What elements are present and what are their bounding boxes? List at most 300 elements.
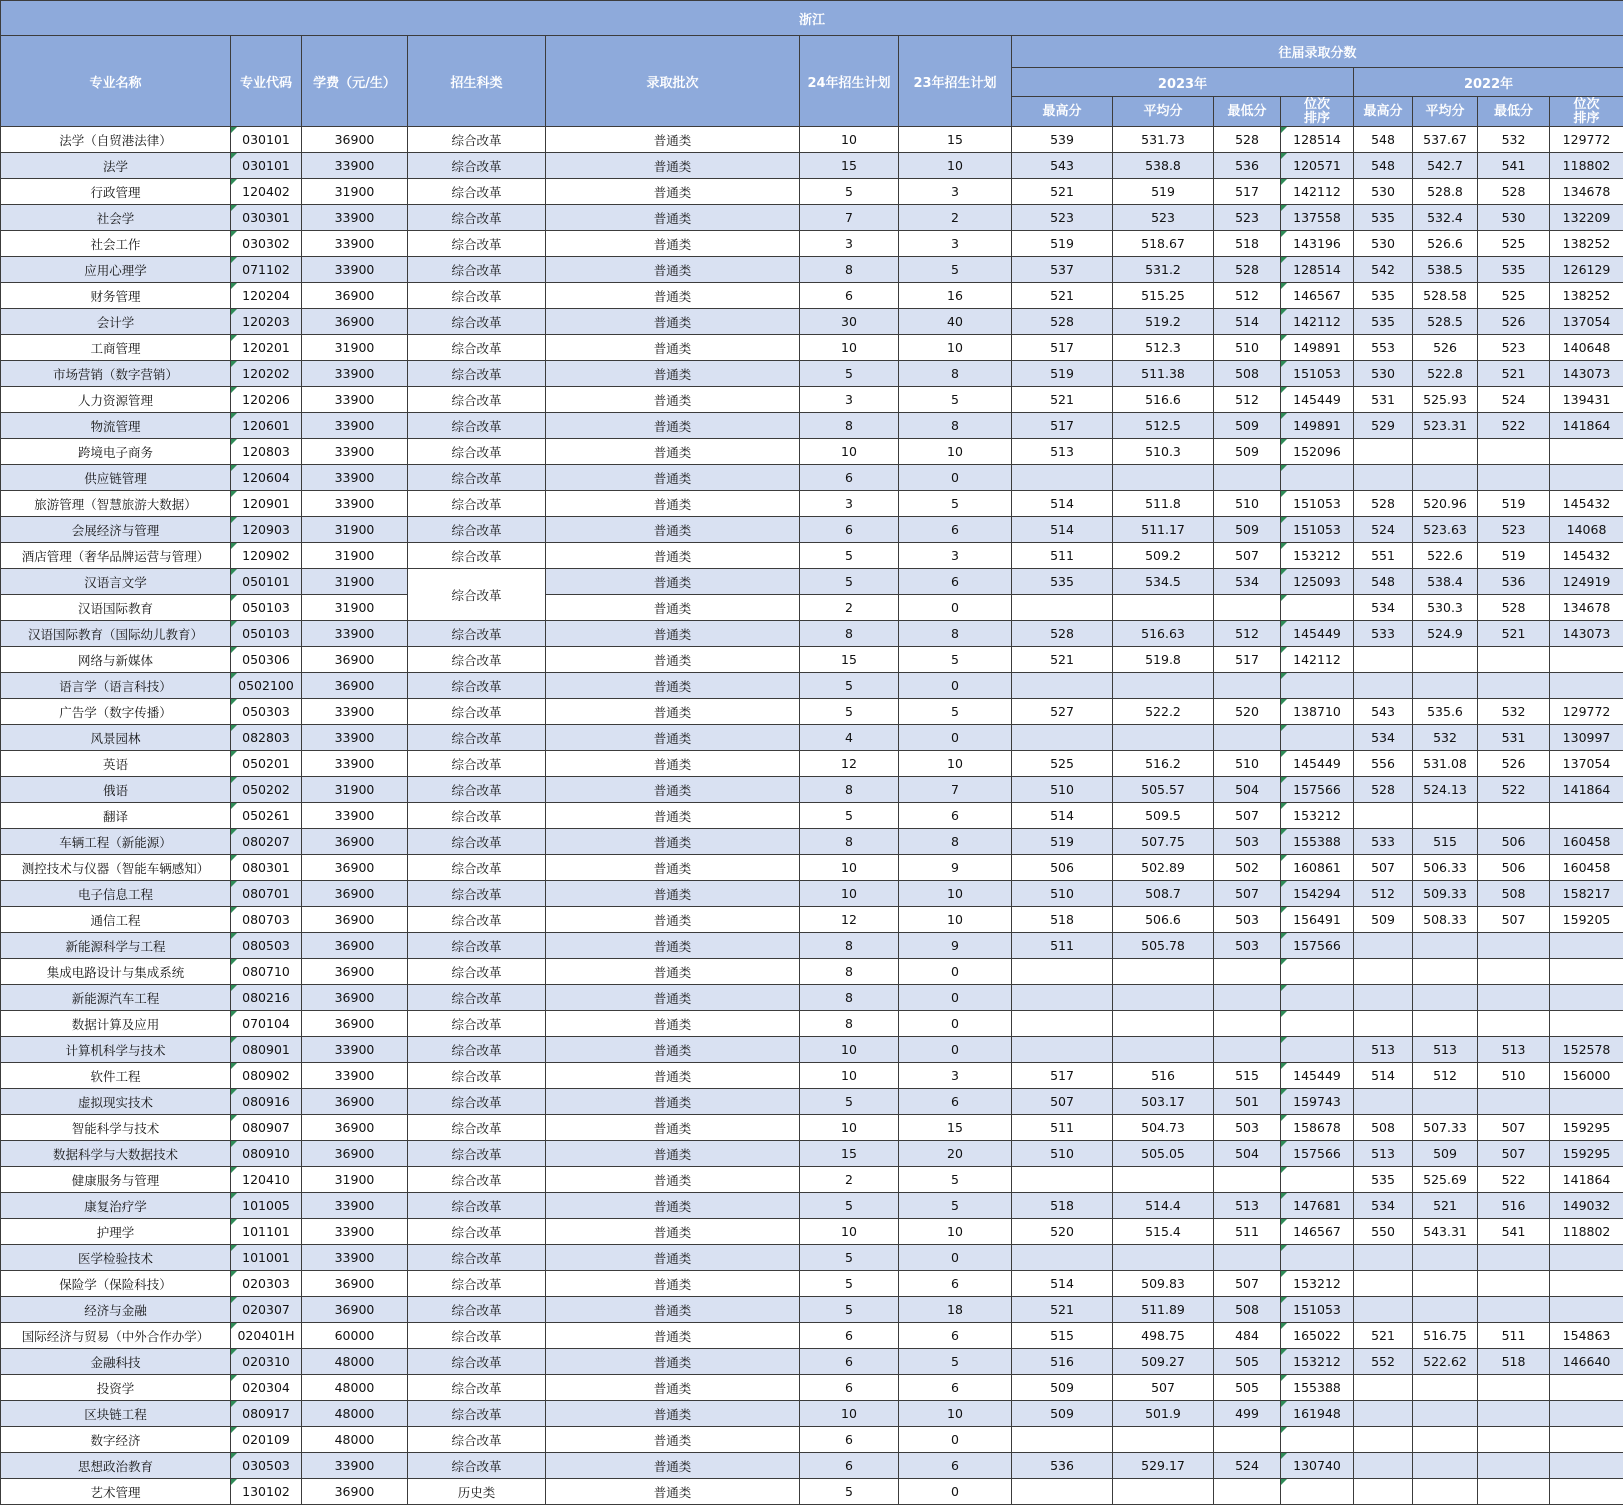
- cell-min-2022: 532: [1478, 127, 1550, 153]
- table-row: [1, 1349, 1623, 1375]
- cell-plan-2023: 0: [899, 1011, 1012, 1037]
- header-2023-rank: 位次排序: [1281, 97, 1354, 127]
- cell-max-2022: 533: [1354, 621, 1413, 647]
- cell-max-2022: 509: [1354, 907, 1413, 933]
- table-row: [1, 1115, 1623, 1141]
- cell-max-2023: 511: [1012, 933, 1113, 959]
- cell-plan-2023: 8: [899, 413, 1012, 439]
- cell-plan-2023: 0: [899, 465, 1012, 491]
- cell-min-2023: 509: [1214, 517, 1281, 543]
- cell-max-2023: 518: [1012, 907, 1113, 933]
- cell-max-2023: 520: [1012, 1219, 1113, 1245]
- cell-max-2023: [1012, 1479, 1113, 1505]
- cell-major-code: 120203: [231, 309, 302, 335]
- cell-plan-2023: 5: [899, 491, 1012, 517]
- cell-max-2023: 515: [1012, 1323, 1113, 1349]
- cell-min-2023: 510: [1214, 335, 1281, 361]
- cell-max-2023: 543: [1012, 153, 1113, 179]
- cell-avg-2023: 504.73: [1113, 1115, 1214, 1141]
- cell-plan-2023: 9: [899, 855, 1012, 881]
- cell-plan-2024: 8: [800, 257, 899, 283]
- cell-major-name: 护理学: [1, 1219, 231, 1245]
- table-row: [1, 1141, 1623, 1167]
- cell-max-2022: 552: [1354, 1349, 1413, 1375]
- cell-rank-2022: 129772: [1550, 699, 1623, 725]
- cell-min-2022: [1478, 803, 1550, 829]
- cell-rank-2022: [1550, 803, 1623, 829]
- cell-category: 综合改革: [408, 1219, 546, 1245]
- cell-plan-2023: 3: [899, 1063, 1012, 1089]
- cell-max-2023: [1012, 1245, 1113, 1271]
- cell-major-code: 030101: [231, 153, 302, 179]
- cell-rank-2022: 134678: [1550, 595, 1623, 621]
- cell-max-2022: [1354, 803, 1413, 829]
- cell-major-code: 0502100: [231, 673, 302, 699]
- cell-category: 综合改革: [408, 361, 546, 387]
- cell-min-2022: [1478, 933, 1550, 959]
- table-row: [1, 1089, 1623, 1115]
- cell-batch: 普通类: [546, 595, 800, 621]
- cell-category: 综合改革: [408, 751, 546, 777]
- cell-major-name: 国际经济与贸易（中外合作办学）: [1, 1323, 231, 1349]
- cell-plan-2023: 0: [899, 985, 1012, 1011]
- table-row: [1, 985, 1623, 1011]
- cell-tuition: 36900: [302, 1011, 408, 1037]
- cell-min-2023: 507: [1214, 1271, 1281, 1297]
- cell-rank-2023: 156491: [1281, 907, 1354, 933]
- cell-min-2022: [1478, 959, 1550, 985]
- cell-avg-2022: [1413, 959, 1478, 985]
- cell-min-2022: [1478, 673, 1550, 699]
- cell-batch: 普通类: [546, 1401, 800, 1427]
- cell-rank-2023: [1281, 1245, 1354, 1271]
- cell-avg-2022: 524.9: [1413, 621, 1478, 647]
- cell-min-2022: 523: [1478, 517, 1550, 543]
- cell-batch: 普通类: [546, 647, 800, 673]
- cell-major-code: 120206: [231, 387, 302, 413]
- cell-tuition: 31900: [302, 1167, 408, 1193]
- cell-plan-2023: 0: [899, 1479, 1012, 1505]
- cell-min-2022: 541: [1478, 153, 1550, 179]
- cell-max-2022: [1354, 1453, 1413, 1479]
- cell-major-code: 080503: [231, 933, 302, 959]
- cell-major-code: 080910: [231, 1141, 302, 1167]
- cell-category: 综合改革: [408, 985, 546, 1011]
- cell-avg-2023: 509.27: [1113, 1349, 1214, 1375]
- cell-rank-2022: 143073: [1550, 621, 1623, 647]
- cell-rank-2022: [1550, 439, 1623, 465]
- cell-avg-2022: [1413, 1427, 1478, 1453]
- cell-max-2022: 535: [1354, 1167, 1413, 1193]
- cell-avg-2022: [1413, 673, 1478, 699]
- cell-category: 综合改革: [408, 1011, 546, 1037]
- cell-avg-2023: 515.4: [1113, 1219, 1214, 1245]
- cell-batch: 普通类: [546, 257, 800, 283]
- cell-plan-2024: 10: [800, 127, 899, 153]
- cell-tuition: 31900: [302, 595, 408, 621]
- cell-category: 综合改革: [408, 1089, 546, 1115]
- cell-max-2023: 517: [1012, 1063, 1113, 1089]
- cell-max-2022: 534: [1354, 595, 1413, 621]
- cell-tuition: 36900: [302, 1089, 408, 1115]
- cell-batch: 普通类: [546, 231, 800, 257]
- cell-avg-2022: 520.96: [1413, 491, 1478, 517]
- table-row: [1, 829, 1623, 855]
- cell-category: 综合改革: [408, 1297, 546, 1323]
- table-row: [1, 179, 1623, 205]
- cell-max-2023: 517: [1012, 413, 1113, 439]
- cell-max-2023: 528: [1012, 309, 1113, 335]
- table-row: [1, 491, 1623, 517]
- cell-category: 综合改革: [408, 855, 546, 881]
- cell-rank-2023: 128514: [1281, 127, 1354, 153]
- cell-plan-2024: 6: [800, 1427, 899, 1453]
- cell-rank-2023: 145449: [1281, 621, 1354, 647]
- cell-avg-2023: 518.67: [1113, 231, 1214, 257]
- cell-major-name: 汉语国际教育: [1, 595, 231, 621]
- cell-batch: 普通类: [546, 543, 800, 569]
- cell-tuition: 33900: [302, 205, 408, 231]
- cell-min-2023: 509: [1214, 413, 1281, 439]
- cell-min-2023: [1214, 1167, 1281, 1193]
- cell-rank-2023: 147681: [1281, 1193, 1354, 1219]
- cell-plan-2024: 5: [800, 361, 899, 387]
- cell-max-2022: 513: [1354, 1141, 1413, 1167]
- cell-rank-2022: [1550, 1089, 1623, 1115]
- cell-avg-2022: 532.4: [1413, 205, 1478, 231]
- cell-major-name: 物流管理: [1, 413, 231, 439]
- cell-plan-2024: 6: [800, 517, 899, 543]
- cell-max-2023: 528: [1012, 621, 1113, 647]
- cell-batch: 普通类: [546, 1271, 800, 1297]
- cell-rank-2023: 160861: [1281, 855, 1354, 881]
- cell-category: 综合改革: [408, 673, 546, 699]
- table-row: [1, 933, 1623, 959]
- cell-plan-2024: 5: [800, 1193, 899, 1219]
- cell-tuition: 36900: [302, 855, 408, 881]
- cell-rank-2023: 159743: [1281, 1089, 1354, 1115]
- cell-min-2022: 519: [1478, 491, 1550, 517]
- cell-major-name: 保险学（保险科技）: [1, 1271, 231, 1297]
- cell-plan-2024: 7: [800, 205, 899, 231]
- cell-category: 综合改革: [408, 907, 546, 933]
- cell-plan-2024: 6: [800, 283, 899, 309]
- cell-plan-2024: 6: [800, 465, 899, 491]
- cell-max-2022: [1354, 1011, 1413, 1037]
- cell-batch: 普通类: [546, 205, 800, 231]
- cell-avg-2022: 507.33: [1413, 1115, 1478, 1141]
- table-body: [1, 127, 1623, 1505]
- cell-category: 综合改革: [408, 205, 546, 231]
- cell-batch: 普通类: [546, 387, 800, 413]
- cell-rank-2022: [1550, 1427, 1623, 1453]
- cell-min-2023: 511: [1214, 1219, 1281, 1245]
- cell-major-code: 120402: [231, 179, 302, 205]
- cell-max-2023: 519: [1012, 231, 1113, 257]
- cell-major-name: 酒店管理（奢华品牌运营与管理）: [1, 543, 231, 569]
- cell-category: 综合改革: [408, 543, 546, 569]
- cell-rank-2022: 154863: [1550, 1323, 1623, 1349]
- cell-plan-2024: 6: [800, 1349, 899, 1375]
- cell-min-2022: 506: [1478, 829, 1550, 855]
- cell-major-code: 030101: [231, 127, 302, 153]
- cell-avg-2022: [1413, 647, 1478, 673]
- cell-max-2023: 511: [1012, 1115, 1113, 1141]
- cell-batch: 普通类: [546, 1089, 800, 1115]
- cell-plan-2023: 5: [899, 1167, 1012, 1193]
- cell-max-2022: 531: [1354, 387, 1413, 413]
- cell-category: 综合改革: [408, 1271, 546, 1297]
- cell-plan-2024: 2: [800, 595, 899, 621]
- cell-min-2023: 528: [1214, 257, 1281, 283]
- cell-major-name: 健康服务与管理: [1, 1167, 231, 1193]
- cell-major-name: 汉语言文学: [1, 569, 231, 595]
- cell-batch: 普通类: [546, 673, 800, 699]
- cell-max-2022: 534: [1354, 725, 1413, 751]
- cell-max-2022: 556: [1354, 751, 1413, 777]
- table-row: [1, 1063, 1623, 1089]
- cell-batch: 普通类: [546, 283, 800, 309]
- cell-max-2023: 509: [1012, 1401, 1113, 1427]
- cell-max-2023: [1012, 959, 1113, 985]
- cell-rank-2023: 157566: [1281, 933, 1354, 959]
- header-batch: 录取批次: [546, 36, 800, 127]
- cell-avg-2023: 509.2: [1113, 543, 1214, 569]
- cell-avg-2023: 519: [1113, 179, 1214, 205]
- cell-plan-2024: 6: [800, 1323, 899, 1349]
- cell-min-2023: 501: [1214, 1089, 1281, 1115]
- cell-category: 综合改革: [408, 179, 546, 205]
- cell-batch: 普通类: [546, 621, 800, 647]
- cell-category: 综合改革: [408, 959, 546, 985]
- cell-max-2023: 511: [1012, 543, 1113, 569]
- cell-rank-2022: [1550, 1011, 1623, 1037]
- cell-tuition: 36900: [302, 127, 408, 153]
- header-fee: 学费（元/生）: [302, 36, 408, 127]
- cell-major-name: 虚拟现实技术: [1, 1089, 231, 1115]
- cell-min-2023: 484: [1214, 1323, 1281, 1349]
- cell-avg-2022: 543.31: [1413, 1219, 1478, 1245]
- cell-max-2022: 521: [1354, 1323, 1413, 1349]
- cell-avg-2022: 538.4: [1413, 569, 1478, 595]
- cell-max-2023: 537: [1012, 257, 1113, 283]
- cell-avg-2023: 523: [1113, 205, 1214, 231]
- cell-major-name: 数据计算及应用: [1, 1011, 231, 1037]
- table-title: 浙江: [1, 1, 1623, 36]
- cell-avg-2023: 519.8: [1113, 647, 1214, 673]
- cell-rank-2022: 152578: [1550, 1037, 1623, 1063]
- cell-category: 综合改革: [408, 621, 546, 647]
- cell-max-2022: 508: [1354, 1115, 1413, 1141]
- cell-max-2022: [1354, 1271, 1413, 1297]
- cell-avg-2022: [1413, 985, 1478, 1011]
- cell-min-2022: 524: [1478, 387, 1550, 413]
- cell-batch: 普通类: [546, 1375, 800, 1401]
- cell-min-2023: 536: [1214, 153, 1281, 179]
- cell-major-name: 英语: [1, 751, 231, 777]
- cell-rank-2022: 134678: [1550, 179, 1623, 205]
- cell-min-2022: 508: [1478, 881, 1550, 907]
- cell-major-code: 080301: [231, 855, 302, 881]
- cell-tuition: 33900: [302, 413, 408, 439]
- cell-min-2022: 510: [1478, 1063, 1550, 1089]
- table-row: [1, 1037, 1623, 1063]
- cell-plan-2024: 8: [800, 959, 899, 985]
- cell-avg-2022: 522.62: [1413, 1349, 1478, 1375]
- cell-rank-2022: 156000: [1550, 1063, 1623, 1089]
- cell-plan-2024: 10: [800, 1063, 899, 1089]
- cell-plan-2023: 20: [899, 1141, 1012, 1167]
- cell-category: 综合改革: [408, 647, 546, 673]
- cell-tuition: 36900: [302, 1115, 408, 1141]
- cell-major-name: 会计学: [1, 309, 231, 335]
- cell-plan-2023: 3: [899, 543, 1012, 569]
- cell-min-2023: 514: [1214, 309, 1281, 335]
- cell-tuition: 33900: [302, 491, 408, 517]
- cell-major-name: 语言学（语言科技）: [1, 673, 231, 699]
- cell-batch: 普通类: [546, 1115, 800, 1141]
- cell-tuition: 33900: [302, 803, 408, 829]
- cell-major-code: 050303: [231, 699, 302, 725]
- cell-major-name: 风景园林: [1, 725, 231, 751]
- cell-tuition: 48000: [302, 1401, 408, 1427]
- cell-plan-2024: 5: [800, 699, 899, 725]
- cell-max-2022: [1354, 985, 1413, 1011]
- table-row: [1, 361, 1623, 387]
- cell-plan-2024: 8: [800, 777, 899, 803]
- cell-major-code: 120601: [231, 413, 302, 439]
- cell-max-2022: [1354, 1401, 1413, 1427]
- cell-major-code: 020304: [231, 1375, 302, 1401]
- table-row: [1, 205, 1623, 231]
- cell-plan-2023: 5: [899, 647, 1012, 673]
- cell-max-2023: 514: [1012, 517, 1113, 543]
- cell-tuition: 31900: [302, 517, 408, 543]
- cell-tuition: 36900: [302, 283, 408, 309]
- cell-rank-2023: 153212: [1281, 803, 1354, 829]
- cell-category: 综合改革: [408, 309, 546, 335]
- cell-rank-2022: [1550, 673, 1623, 699]
- cell-plan-2023: 10: [899, 439, 1012, 465]
- cell-max-2022: [1354, 439, 1413, 465]
- cell-batch: 普通类: [546, 1453, 800, 1479]
- cell-avg-2023: 529.17: [1113, 1453, 1214, 1479]
- cell-avg-2022: [1413, 1479, 1478, 1505]
- cell-avg-2023: [1113, 1427, 1214, 1453]
- cell-plan-2024: 30: [800, 309, 899, 335]
- cell-rank-2022: 118802: [1550, 153, 1623, 179]
- cell-min-2023: 518: [1214, 231, 1281, 257]
- cell-rank-2023: 151053: [1281, 361, 1354, 387]
- cell-avg-2022: [1413, 1401, 1478, 1427]
- cell-major-name: 法学: [1, 153, 231, 179]
- cell-plan-2023: 6: [899, 1271, 1012, 1297]
- cell-category: 综合改革: [408, 1115, 546, 1141]
- cell-min-2022: [1478, 1401, 1550, 1427]
- cell-rank-2023: [1281, 595, 1354, 621]
- cell-plan-2023: 0: [899, 1427, 1012, 1453]
- cell-min-2023: 524: [1214, 1453, 1281, 1479]
- cell-category: 综合改革: [408, 881, 546, 907]
- cell-min-2022: [1478, 1375, 1550, 1401]
- table-row: [1, 1271, 1623, 1297]
- cell-batch: 普通类: [546, 829, 800, 855]
- cell-max-2022: [1354, 959, 1413, 985]
- cell-avg-2022: 528.5: [1413, 309, 1478, 335]
- cell-category: 综合改革: [408, 413, 546, 439]
- cell-rank-2023: 153212: [1281, 1349, 1354, 1375]
- table-row: [1, 127, 1623, 153]
- cell-category: 综合改革: [408, 933, 546, 959]
- cell-min-2022: 518: [1478, 1349, 1550, 1375]
- cell-rank-2023: 138710: [1281, 699, 1354, 725]
- cell-plan-2024: 5: [800, 1297, 899, 1323]
- cell-tuition: 31900: [302, 335, 408, 361]
- cell-max-2022: [1354, 933, 1413, 959]
- cell-rank-2022: 145432: [1550, 543, 1623, 569]
- table-row: [1, 803, 1623, 829]
- cell-min-2022: 536: [1478, 569, 1550, 595]
- cell-rank-2023: 165022: [1281, 1323, 1354, 1349]
- cell-min-2023: 502: [1214, 855, 1281, 881]
- cell-major-code: 030302: [231, 231, 302, 257]
- cell-avg-2023: 508.7: [1113, 881, 1214, 907]
- table-row: [1, 465, 1623, 491]
- cell-major-code: 050261: [231, 803, 302, 829]
- cell-min-2022: [1478, 1245, 1550, 1271]
- cell-tuition: 33900: [302, 1245, 408, 1271]
- cell-plan-2023: 5: [899, 387, 1012, 413]
- cell-avg-2023: 511.38: [1113, 361, 1214, 387]
- cell-max-2023: [1012, 465, 1113, 491]
- cell-max-2022: 514: [1354, 1063, 1413, 1089]
- cell-rank-2023: 130740: [1281, 1453, 1354, 1479]
- cell-category: 综合改革: [408, 1141, 546, 1167]
- cell-major-name: 车辆工程（新能源）: [1, 829, 231, 855]
- cell-rank-2023: 146567: [1281, 283, 1354, 309]
- cell-batch: 普通类: [546, 959, 800, 985]
- cell-avg-2023: 516: [1113, 1063, 1214, 1089]
- cell-rank-2023: 151053: [1281, 491, 1354, 517]
- cell-avg-2023: 503.17: [1113, 1089, 1214, 1115]
- cell-category: 综合改革: [408, 829, 546, 855]
- cell-avg-2022: [1413, 1011, 1478, 1037]
- cell-tuition: 33900: [302, 439, 408, 465]
- cell-min-2022: 528: [1478, 179, 1550, 205]
- cell-avg-2022: 513: [1413, 1037, 1478, 1063]
- cell-batch: 普通类: [546, 751, 800, 777]
- cell-max-2023: 521: [1012, 647, 1113, 673]
- cell-plan-2024: 8: [800, 829, 899, 855]
- cell-rank-2023: 142112: [1281, 309, 1354, 335]
- cell-plan-2024: 10: [800, 1115, 899, 1141]
- cell-rank-2023: [1281, 673, 1354, 699]
- table-row: [1, 231, 1623, 257]
- cell-min-2023: 505: [1214, 1375, 1281, 1401]
- cell-avg-2023: 522.2: [1113, 699, 1214, 725]
- cell-max-2022: 534: [1354, 1193, 1413, 1219]
- cell-batch: 普通类: [546, 1297, 800, 1323]
- cell-plan-2024: 5: [800, 673, 899, 699]
- cell-rank-2023: 151053: [1281, 1297, 1354, 1323]
- cell-batch: 普通类: [546, 777, 800, 803]
- cell-plan-2024: 12: [800, 751, 899, 777]
- cell-rank-2023: 120571: [1281, 153, 1354, 179]
- cell-min-2023: 504: [1214, 777, 1281, 803]
- cell-category: 综合改革: [408, 1245, 546, 1271]
- cell-rank-2023: 128514: [1281, 257, 1354, 283]
- cell-max-2022: [1354, 673, 1413, 699]
